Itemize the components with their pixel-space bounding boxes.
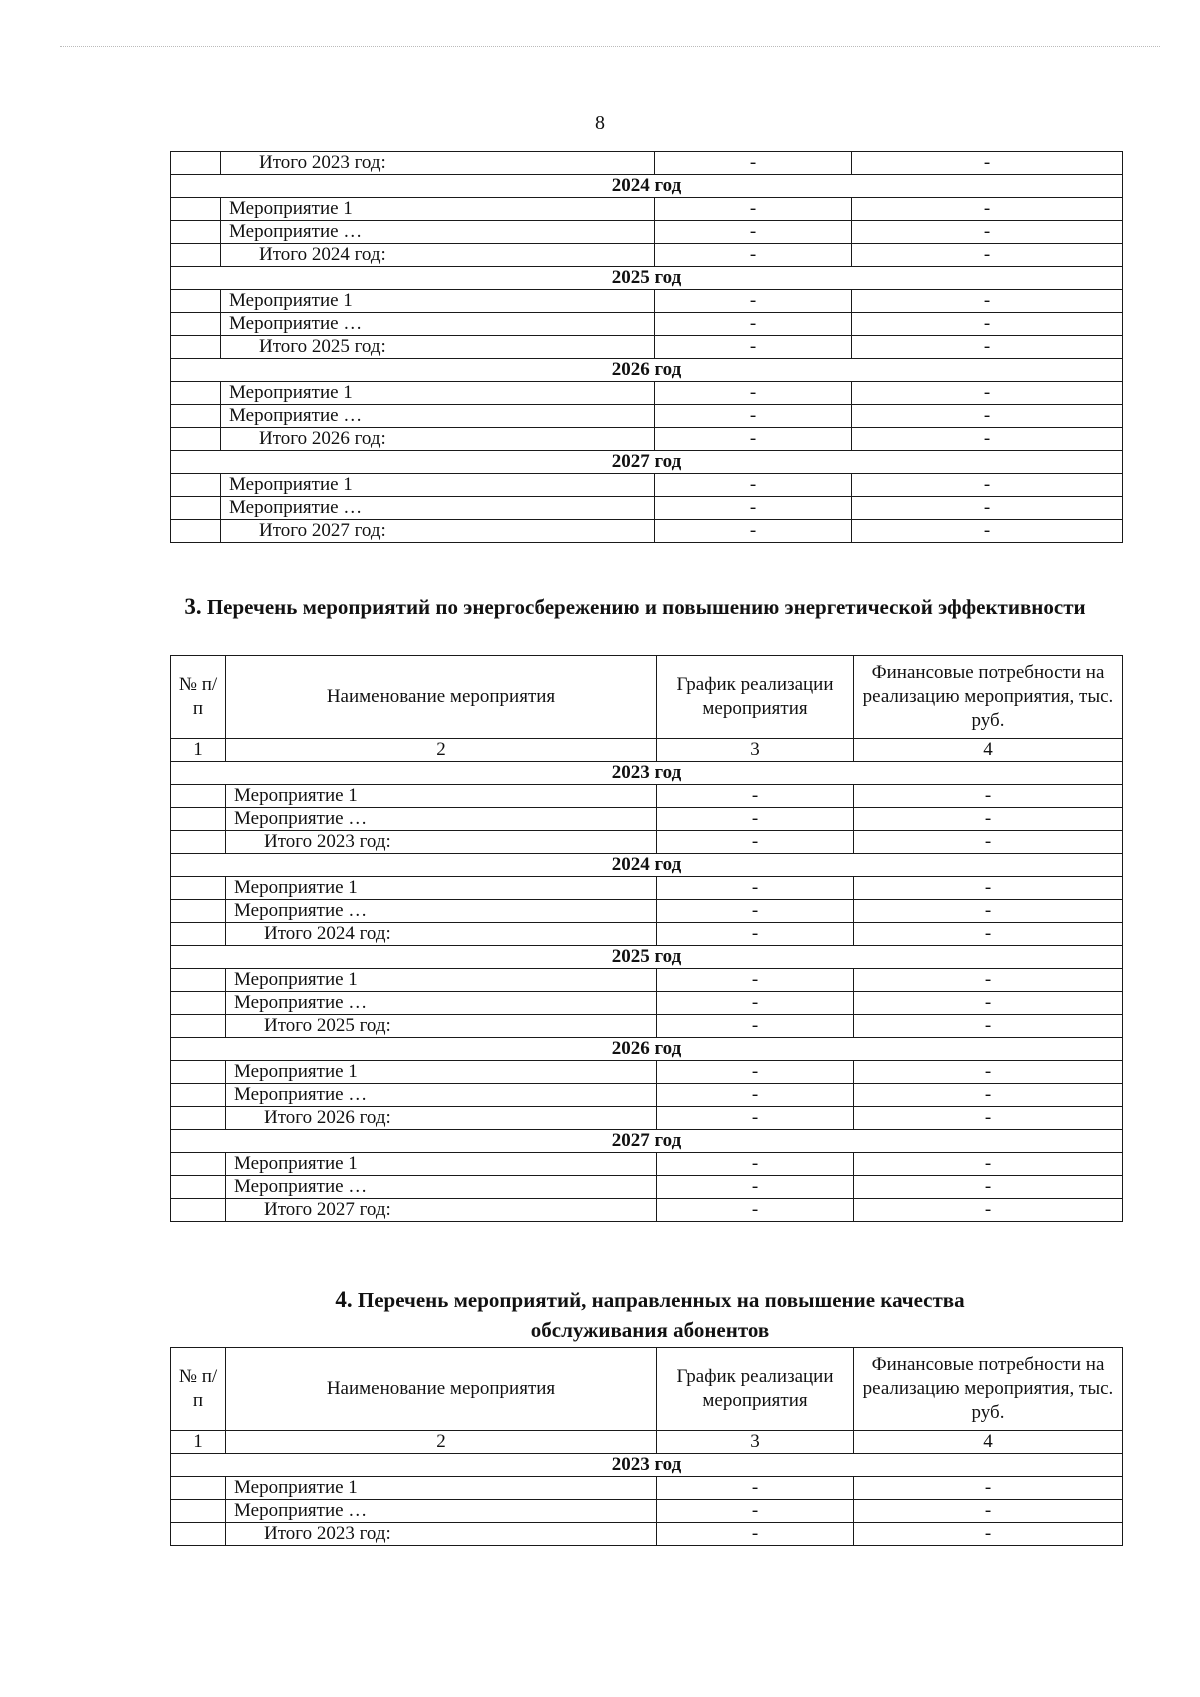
measure-name: Мероприятие 1: [226, 877, 657, 900]
row-number-cell: [171, 1107, 226, 1130]
finance-value: -: [854, 1015, 1123, 1038]
row-number-cell: [171, 152, 221, 175]
row-number-cell: [171, 1500, 226, 1523]
table-row: [171, 969, 1123, 992]
schedule-value: -: [657, 831, 854, 854]
row-number-cell: [171, 1477, 226, 1500]
finance-value: -: [854, 1176, 1123, 1199]
year-row: [171, 854, 1123, 877]
measure-name: Мероприятие 1: [221, 290, 655, 313]
schedule-value: -: [657, 992, 854, 1015]
table-row: [171, 923, 1123, 946]
finance-value: -: [854, 831, 1123, 854]
column-number: 1: [171, 1431, 226, 1454]
table-row: [171, 1061, 1123, 1084]
schedule-value: -: [657, 1523, 854, 1546]
total-label: Итого 2026 год:: [221, 428, 655, 451]
schedule-value: -: [655, 244, 852, 267]
row-number-cell: [171, 474, 221, 497]
schedule-value: -: [655, 221, 852, 244]
year-heading: 2026 год: [171, 1038, 1123, 1061]
year-row: [171, 1454, 1123, 1477]
section-4-number: 4.: [335, 1287, 353, 1312]
table-row: [171, 900, 1123, 923]
finance-value: -: [852, 313, 1123, 336]
table-row: [171, 992, 1123, 1015]
schedule-value: -: [657, 1176, 854, 1199]
table-row: [171, 1015, 1123, 1038]
row-number-cell: [171, 382, 221, 405]
row-number-cell: [171, 1084, 226, 1107]
table-row: [171, 1199, 1123, 1222]
year-heading: 2026 год: [171, 359, 1123, 382]
total-label: Итого 2025 год:: [221, 336, 655, 359]
table-row: [171, 831, 1123, 854]
finance-value: -: [852, 405, 1123, 428]
row-number-cell: [171, 405, 221, 428]
measure-name: Мероприятие …: [221, 313, 655, 336]
schedule-value: -: [657, 1477, 854, 1500]
measure-name: Мероприятие …: [226, 992, 657, 1015]
schedule-value: -: [655, 428, 852, 451]
row-number-cell: [171, 785, 226, 808]
year-row: [171, 1130, 1123, 1153]
table-row: [171, 474, 1123, 497]
row-number-cell: [171, 1199, 226, 1222]
row-number-cell: [171, 1153, 226, 1176]
section-3-number: 3.: [184, 594, 202, 619]
table-row: [171, 382, 1123, 405]
row-number-cell: [171, 221, 221, 244]
total-label: Итого 2026 год:: [226, 1107, 657, 1130]
year-heading: 2023 год: [171, 1454, 1123, 1477]
row-number-cell: [171, 877, 226, 900]
measure-name: Мероприятие 1: [226, 785, 657, 808]
schedule-value: -: [657, 969, 854, 992]
finance-value: -: [852, 221, 1123, 244]
row-number-cell: [171, 198, 221, 221]
measure-name: Мероприятие 1: [226, 1477, 657, 1500]
year-heading: 2027 год: [171, 1130, 1123, 1153]
year-row: [171, 267, 1123, 290]
total-label: Итого 2027 год:: [226, 1199, 657, 1222]
schedule-value: -: [655, 290, 852, 313]
scan-artifact-line: [60, 46, 1160, 47]
section-4-title-text: Перечень мероприятий, направленных на повышение качества обслуживания абонентов: [357, 1288, 965, 1342]
schedule-value: -: [657, 923, 854, 946]
finance-value: -: [854, 1477, 1123, 1500]
schedule-value: -: [655, 520, 852, 543]
year-heading: 2023 год: [171, 762, 1123, 785]
column-number: 3: [657, 1431, 854, 1454]
header-name: Наименование мероприятия: [226, 656, 657, 739]
table-row: [171, 313, 1123, 336]
row-number-cell: [171, 1015, 226, 1038]
finance-value: -: [854, 1061, 1123, 1084]
table-row: [171, 1153, 1123, 1176]
column-number: 2: [226, 739, 657, 762]
schedule-value: -: [655, 198, 852, 221]
row-number-cell: [171, 900, 226, 923]
table-row: [171, 785, 1123, 808]
row-number-cell: [171, 923, 226, 946]
year-row: [171, 1038, 1123, 1061]
row-number-cell: [171, 497, 221, 520]
measure-name: Мероприятие …: [226, 1176, 657, 1199]
row-number-cell: [171, 520, 221, 543]
measure-name: Мероприятие 1: [221, 382, 655, 405]
row-number-cell: [171, 336, 221, 359]
table-row: [171, 520, 1123, 543]
schedule-value: -: [657, 1061, 854, 1084]
schedule-value: -: [657, 900, 854, 923]
table-row: [171, 1500, 1123, 1523]
table-row: [171, 244, 1123, 267]
year-heading: 2025 год: [171, 267, 1123, 290]
column-number: 1: [171, 739, 226, 762]
row-number-cell: [171, 1061, 226, 1084]
header-row: [171, 1348, 1123, 1431]
row-number-cell: [171, 313, 221, 336]
section-4-title: [300, 1285, 1000, 1345]
finance-value: -: [852, 244, 1123, 267]
schedule-value: -: [655, 382, 852, 405]
finance-value: -: [852, 428, 1123, 451]
table-row: [171, 877, 1123, 900]
measure-name: Мероприятие …: [221, 405, 655, 428]
measure-name: Мероприятие 1: [226, 1153, 657, 1176]
year-row: [171, 762, 1123, 785]
table-row: [171, 405, 1123, 428]
finance-value: -: [852, 198, 1123, 221]
table-row: [171, 497, 1123, 520]
table-row: [171, 152, 1123, 175]
total-label: Итого 2023 год:: [226, 1523, 657, 1546]
table-row: [171, 221, 1123, 244]
section-3-title-text: Перечень мероприятий по энергосбережению и повышению энергетической эффективности: [206, 595, 1086, 619]
column-number: 4: [854, 1431, 1123, 1454]
finance-value: -: [852, 474, 1123, 497]
section-3-title: [170, 592, 1100, 622]
schedule-value: -: [655, 313, 852, 336]
measure-name: Мероприятие …: [226, 1500, 657, 1523]
row-number-cell: [171, 290, 221, 313]
table-row: [171, 1084, 1123, 1107]
finance-value: -: [854, 1523, 1123, 1546]
column-numbers-row: [171, 1431, 1123, 1454]
header-finance: Финансовые потребности на реализацию мероприятия, тыс. руб.: [854, 1348, 1123, 1431]
total-label: Итого 2023 год:: [221, 152, 655, 175]
year-row: [171, 946, 1123, 969]
table-row: [171, 1477, 1123, 1500]
row-number-cell: [171, 808, 226, 831]
finance-value: -: [854, 808, 1123, 831]
schedule-value: -: [655, 405, 852, 428]
column-number: 4: [854, 739, 1123, 762]
table-row: [171, 1523, 1123, 1546]
finance-value: -: [854, 969, 1123, 992]
measure-name: Мероприятие …: [226, 1084, 657, 1107]
finance-value: -: [852, 290, 1123, 313]
table-row: [171, 290, 1123, 313]
year-row: [171, 175, 1123, 198]
measure-name: Мероприятие 1: [226, 1061, 657, 1084]
finance-value: -: [852, 336, 1123, 359]
column-numbers-row: [171, 739, 1123, 762]
schedule-value: -: [655, 336, 852, 359]
header-number: № п/п: [171, 1348, 226, 1431]
finance-value: -: [854, 877, 1123, 900]
schedule-value: -: [657, 1500, 854, 1523]
table-row: [171, 808, 1123, 831]
header-finance: Финансовые потребности на реализацию мероприятия, тыс. руб.: [854, 656, 1123, 739]
column-number: 2: [226, 1431, 657, 1454]
schedule-value: -: [657, 785, 854, 808]
finance-value: -: [854, 1107, 1123, 1130]
table-row: [171, 428, 1123, 451]
total-label: Итого 2025 год:: [226, 1015, 657, 1038]
year-heading: 2027 год: [171, 451, 1123, 474]
schedule-value: -: [657, 1153, 854, 1176]
total-label: Итого 2027 год:: [221, 520, 655, 543]
schedule-value: -: [655, 497, 852, 520]
table-row: [171, 336, 1123, 359]
finance-value: -: [854, 900, 1123, 923]
schedule-value: -: [655, 474, 852, 497]
continued-measures-table: [170, 151, 1123, 543]
row-number-cell: [171, 831, 226, 854]
year-row: [171, 359, 1123, 382]
schedule-value: -: [657, 877, 854, 900]
schedule-value: -: [657, 1199, 854, 1222]
year-heading: 2024 год: [171, 175, 1123, 198]
row-number-cell: [171, 428, 221, 451]
finance-value: -: [854, 923, 1123, 946]
header-number: № п/п: [171, 656, 226, 739]
table-row: [171, 1107, 1123, 1130]
header-schedule: График реализации мероприятия: [657, 1348, 854, 1431]
measure-name: Мероприятие …: [221, 221, 655, 244]
schedule-value: -: [655, 152, 852, 175]
finance-value: -: [854, 1084, 1123, 1107]
header-schedule: График реализации мероприятия: [657, 656, 854, 739]
total-label: Итого 2023 год:: [226, 831, 657, 854]
row-number-cell: [171, 244, 221, 267]
total-label: Итого 2024 год:: [226, 923, 657, 946]
finance-value: -: [854, 992, 1123, 1015]
service-quality-measures-table: [170, 1347, 1123, 1546]
measure-name: Мероприятие 1: [221, 474, 655, 497]
header-name: Наименование мероприятия: [226, 1348, 657, 1431]
row-number-cell: [171, 1176, 226, 1199]
finance-value: -: [854, 1500, 1123, 1523]
row-number-cell: [171, 1523, 226, 1546]
finance-value: -: [852, 382, 1123, 405]
finance-value: -: [854, 1199, 1123, 1222]
row-number-cell: [171, 969, 226, 992]
header-row: [171, 656, 1123, 739]
row-number-cell: [171, 992, 226, 1015]
finance-value: -: [854, 785, 1123, 808]
finance-value: -: [852, 520, 1123, 543]
measure-name: Мероприятие …: [226, 808, 657, 831]
measure-name: Мероприятие …: [226, 900, 657, 923]
table-row: [171, 198, 1123, 221]
measure-name: Мероприятие 1: [221, 198, 655, 221]
year-heading: 2025 год: [171, 946, 1123, 969]
year-heading: 2024 год: [171, 854, 1123, 877]
measure-name: Мероприятие …: [221, 497, 655, 520]
energy-saving-measures-table: [170, 655, 1123, 1222]
finance-value: -: [852, 152, 1123, 175]
finance-value: -: [854, 1153, 1123, 1176]
schedule-value: -: [657, 1015, 854, 1038]
table-row: [171, 1176, 1123, 1199]
year-row: [171, 451, 1123, 474]
page-number: 8: [595, 112, 605, 134]
schedule-value: -: [657, 1084, 854, 1107]
total-label: Итого 2024 год:: [221, 244, 655, 267]
column-number: 3: [657, 739, 854, 762]
schedule-value: -: [657, 808, 854, 831]
finance-value: -: [852, 497, 1123, 520]
schedule-value: -: [657, 1107, 854, 1130]
measure-name: Мероприятие 1: [226, 969, 657, 992]
